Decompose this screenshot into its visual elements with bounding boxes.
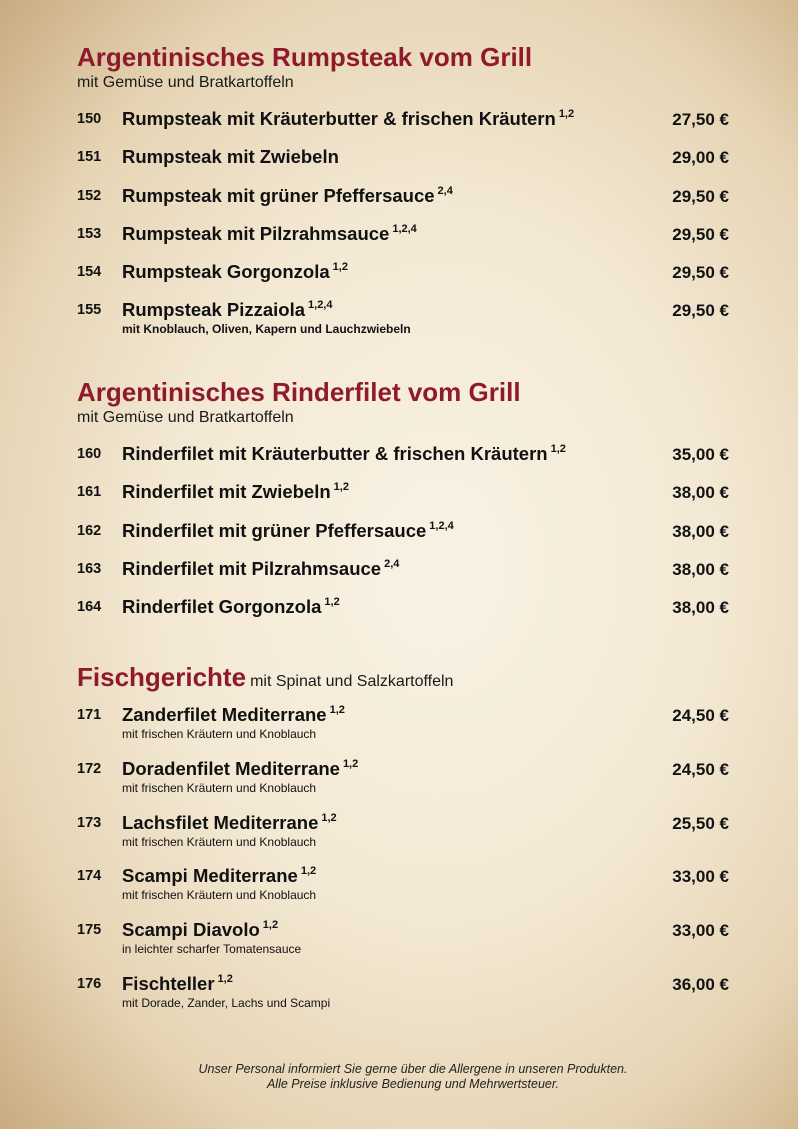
menu-item <box>0 261 798 301</box>
item-number: 162 <box>77 523 102 539</box>
allergen-codes: 2,4 <box>384 558 400 570</box>
item-price: 29,50 € <box>672 263 729 282</box>
section-subtitle-rumpsteak: mit Gemüse und Bratkartoffeln <box>77 74 294 91</box>
allergen-codes: 1,2 <box>550 443 566 455</box>
item-number: 163 <box>77 561 102 577</box>
item-number: 160 <box>77 446 102 462</box>
footer-price-note: Alle Preise inklusive Bedienung und Mehrwertsteuer. <box>266 1077 560 1091</box>
allergen-codes: 1,2,4 <box>308 299 333 311</box>
item-number: 175 <box>77 922 102 938</box>
item-name: Rumpsteak mit grüner Pfeffersauce $^{2,4}$ <box>122 185 453 206</box>
item-name: Scampi Diavolo $^{1,2}$ <box>122 919 279 940</box>
allergen-codes: 1,2 <box>558 108 575 120</box>
allergen-codes: 1,2 <box>321 812 337 824</box>
menu-item <box>0 443 798 483</box>
item-number: 172 <box>77 761 102 777</box>
item-name: Zanderfilet Mediterrane $^{1,2}$ <box>122 704 345 725</box>
item-description: mit Knoblauch, Oliven, Kapern und Lauchzwiebeln <box>122 322 411 336</box>
item-price: 24,50 € <box>672 706 729 725</box>
item-price: 29,00 € <box>672 148 729 167</box>
item-price: 38,00 € <box>672 560 729 579</box>
item-description: mit frischen Kräutern und Knoblauch <box>122 835 317 849</box>
menu-item <box>0 812 798 852</box>
item-name: Lachsfilet Mediterrane $^{1,2}$ <box>122 812 337 833</box>
item-name: Rumpsteak Gorgonzola $^{1,2}$ <box>122 261 348 282</box>
menu-item <box>0 704 798 744</box>
item-name: Rinderfilet Gorgonzola $^{1,2}$ <box>122 596 340 617</box>
item-description: mit frischen Kräutern und Knoblauch <box>122 888 317 902</box>
item-number: 155 <box>77 302 102 318</box>
footer-allergen-note: Unser Personal informiert Sie gerne über die Allergene in unseren Produkten. <box>198 1062 628 1076</box>
item-number: 152 <box>77 188 102 204</box>
item-name: Rinderfilet mit Pilzrahmsauce $^{2,4}$ <box>122 558 400 579</box>
menu-item <box>0 185 798 225</box>
item-name: Rumpsteak mit Kräuterbutter & frischen Kräutern $^{1,2}$ <box>122 108 575 129</box>
item-number: 161 <box>77 484 102 500</box>
item-name: Fischteller $^{1,2}$ <box>122 973 233 994</box>
item-description: in leichter scharfer Tomatensauce <box>122 942 302 956</box>
item-description: mit Dorade, Zander, Lachs und Scampi <box>122 996 331 1010</box>
allergen-codes: 1,2 <box>217 973 233 985</box>
section-title-rinderfilet: Argentinisches Rinderfilet vom Grill <box>77 377 521 407</box>
item-price: 33,00 € <box>672 867 729 886</box>
item-name: Scampi Mediterrane $^{1,2}$ <box>122 865 317 886</box>
item-price: 29,50 € <box>672 301 729 320</box>
allergen-codes: 1,2 <box>262 919 279 931</box>
item-price: 36,00 € <box>672 975 729 994</box>
item-number: 171 <box>77 707 102 723</box>
item-price: 24,50 € <box>672 760 729 779</box>
menu-item <box>0 299 798 339</box>
item-number: 176 <box>77 976 102 992</box>
menu-item <box>0 596 798 636</box>
item-price: 29,50 € <box>672 225 729 244</box>
allergen-codes: 1,2 <box>332 261 348 273</box>
item-number: 150 <box>77 111 102 127</box>
section-title-rumpsteak: Argentinisches Rumpsteak vom Grill <box>77 42 533 72</box>
allergen-codes: 1,2 <box>342 758 359 770</box>
menu-item <box>0 108 798 148</box>
item-price: 25,50 € <box>672 814 729 833</box>
item-description: mit frischen Kräutern und Knoblauch <box>122 727 317 741</box>
item-number: 164 <box>77 599 102 615</box>
item-name: Doradenfilet Mediterrane $^{1,2}$ <box>122 758 359 779</box>
allergen-codes: 1,2 <box>329 704 345 716</box>
item-name: Rumpsteak mit Pilzrahmsauce $^{1,2,4}$ <box>122 223 417 244</box>
item-number: 153 <box>77 226 102 242</box>
item-price: 33,00 € <box>672 921 729 940</box>
item-price: 38,00 € <box>672 598 729 617</box>
item-name: Rinderfilet mit Zwiebeln $^{1,2}$ <box>122 481 349 502</box>
item-number: 151 <box>77 149 102 165</box>
allergen-codes: 1,2 <box>300 865 317 877</box>
item-number: 154 <box>77 264 102 280</box>
allergen-codes: 1,2 <box>333 481 349 493</box>
item-name: Rinderfilet mit grüner Pfeffersauce $^{1,2,4}$ <box>122 520 454 541</box>
section-subtitle-rinderfilet: mit Gemüse und Bratkartoffeln <box>77 409 294 426</box>
item-name: Rumpsteak mit Zwiebeln <box>122 146 339 167</box>
menu-item <box>0 223 798 263</box>
item-description: mit frischen Kräutern und Knoblauch <box>122 781 317 795</box>
item-price: 27,50 € <box>672 110 729 129</box>
allergen-codes: 2,4 <box>437 185 453 197</box>
item-price: 35,00 € <box>672 445 729 464</box>
menu-item <box>0 481 798 521</box>
item-name: Rumpsteak Pizzaiola $^{1,2,4}$ <box>122 299 333 320</box>
item-price: 38,00 € <box>672 522 729 541</box>
allergen-codes: 1,2 <box>324 596 340 608</box>
section-title-fisch: Fischgerichte mit Spinat und Salzkartoffeln <box>77 662 454 692</box>
item-number: 173 <box>77 815 102 831</box>
section-subtitle-fisch: mit Spinat und Salzkartoffeln <box>250 673 454 690</box>
menu-item <box>0 865 798 905</box>
menu-item <box>0 520 798 560</box>
item-price: 29,50 € <box>672 187 729 206</box>
item-price: 38,00 € <box>672 483 729 502</box>
item-name: Rinderfilet mit Kräuterbutter & frischen Kräutern $^{1,2}$ <box>122 443 566 464</box>
menu-item <box>0 758 798 798</box>
menu-item <box>0 558 798 598</box>
menu-item <box>0 146 798 186</box>
item-number: 174 <box>77 868 102 884</box>
menu-item <box>0 919 798 959</box>
allergen-codes: 1,2,4 <box>392 223 417 235</box>
menu-item <box>0 973 798 1013</box>
allergen-codes: 1,2,4 <box>429 520 454 532</box>
